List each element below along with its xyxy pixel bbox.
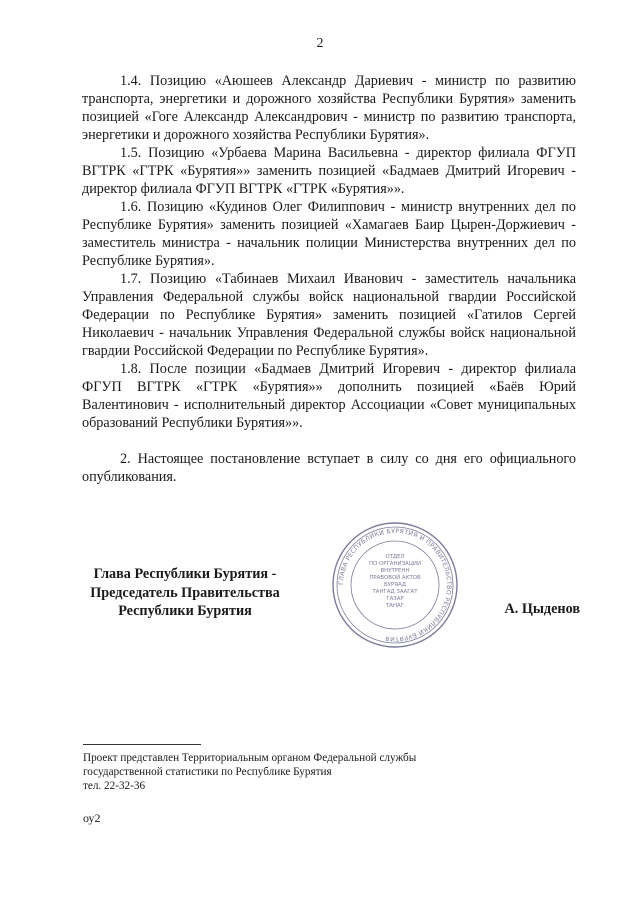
footnote-line: государственной статистики по Республике Бурятия (83, 766, 332, 778)
footnote-divider (83, 744, 201, 745)
seal-center-line: ПРАВОВОЙ АКТОВ (369, 575, 421, 581)
seal-center-line: ОТДЕЛ (385, 554, 405, 560)
seal-center-line: ТАНГАД ЗААГАТ (372, 589, 418, 595)
seal-center-line: ТАНАГ (385, 603, 405, 609)
seal-center-line: ВНУТРЕНН (380, 568, 410, 574)
signatory-title-line: Глава Республики Бурятия - (93, 566, 277, 582)
paragraph-1-8: 1.8. После позиции «Бадмаев Дмитрий Игоревич - директор филиала ФГУП ВГТРК «ГТРК «Бурятия»» дополнить позицией «Баёв Юрий Валентинович - исполнительный директор Ассоциации «Совет муниципальных образований Республики Бурятия»». (82, 361, 576, 431)
seal-center-line: ПО ОРГАНИЗАЦИИ (369, 561, 421, 567)
paragraph-1-5: 1.5. Позицию «Урбаева Марина Васильевна - директор филиала ФГУП ВГТРК «ГТРК «Бурятия»» заменить позицией «Бадмаев Дмитрий Игоревич - директор филиала ФГУП ВГТРК «ГТРК «Бурятия»». (82, 145, 576, 197)
document-code: оу2 (83, 811, 101, 825)
signatory-title-line: Председатель Правительства (90, 584, 280, 601)
signatory-title-line: Республики Бурятия (118, 603, 252, 619)
paragraph-1-6: 1.6. Позицию «Кудинов Олег Филиппович - министр внутренних дел по Республике Бурятия» заменить позицией «Хамагаев Баир Цырен-Доржиевич - заместитель министра - начальник полиции Министерства внутренних дел по Республике Бурятия». (82, 199, 576, 269)
paragraph-2: 2. Настоящее постановление вступает в силу со дня его официального опубликования. (82, 451, 576, 485)
page-number: 2 (316, 36, 324, 51)
footnote-line: Проект представлен Территориальным органом Федеральной службы (83, 752, 417, 764)
seal-center-line: ГАЗАР (386, 596, 404, 602)
seal-center-line: БУРЯАД (384, 582, 406, 588)
footnote-line: тел. 22-32-36 (83, 780, 146, 792)
paragraph-1-7: 1.7. Позицию «Табинаев Михаил Иванович - заместитель начальника Управления Федеральной службы войск национальной гвардии Российской Федерации по Республике Бурятия» заменить позицией «Гатилов Сергей Николаевич - начальник Управления Федеральной службы войск национальной гвардии Российской Федерации по Республике Бурятия». (82, 271, 576, 359)
document-body (82, 72, 576, 486)
signatory-name: А. Цыденов (504, 601, 580, 617)
seal-ring-text: ГЛАВА РЕСПУБЛИКИ БУРЯТИЯ И ПРАВИТЕЛЬСТВО РЕСПУБЛИКИ БУРЯТИЯ (337, 527, 453, 643)
official-seal (330, 520, 460, 650)
paragraph-1-4: 1.4. Позицию «Аюшеев Александр Дариевич - министр по развитию транспорта, энергетики и дорожного хозяйства Республики Бурятия» заменить позицией «Гогe Александр Александрович - министр по развитию транспорта, энергетики и дорожного хозяйства Республики Бурятия». (82, 73, 576, 143)
signatory-title (80, 565, 290, 621)
footnote (83, 751, 513, 793)
